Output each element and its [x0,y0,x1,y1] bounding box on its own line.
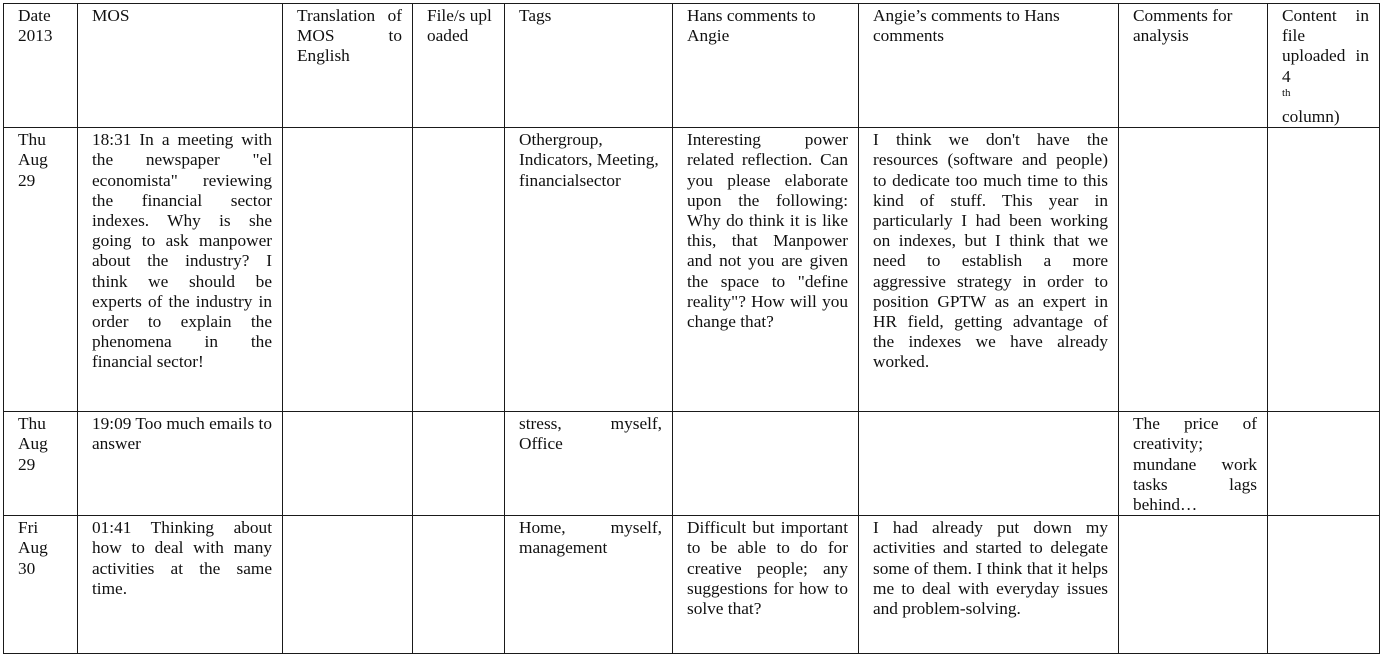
cell-date: Thu Aug 29 [4,412,78,516]
cell-analysis [1119,516,1268,654]
cell-tags: Othergroup, Indicators, Meeting, financialsector [505,128,673,412]
cell-content [1268,412,1380,516]
cell-mos: 19:09 Too much emails to answer [78,412,283,516]
cell-tags: Home, myself, management [505,516,673,654]
cell-analysis: The price of creativity; mundane work tasks lags behind… [1119,412,1268,516]
cell-hans-comment: Difficult but important to be able to do for creative people; any suggestions for how to solve that? [673,516,859,654]
header-files: File/s uploaded [413,4,505,128]
cell-mos: 01:41 Thinking about how to deal with many activities at the same time. [78,516,283,654]
cell-files [413,516,505,654]
header-date: Date 2013 [4,4,78,128]
journal-table [3,3,1380,654]
table-row [4,128,1380,412]
cell-translation [283,128,413,412]
cell-angie-comment: I had already put down my activities and started to delegate some of them. I think that it helps me to deal with everyday issues and problem-solving. [859,516,1119,654]
cell-hans-comment [673,412,859,516]
cell-analysis [1119,128,1268,412]
header-translation: Translation of MOS to English [283,4,413,128]
cell-content [1268,516,1380,654]
table-row [4,516,1380,654]
table-row [4,412,1380,516]
header-angie-comments: Angie’s comments to Hans comments [859,4,1119,128]
header-row [4,4,1380,128]
header-hans-comments: Hans comments to Angie [673,4,859,128]
cell-files [413,128,505,412]
cell-angie-comment: I think we don't have the resources (software and people) to dedicate too much time to this kind of stuff. This year in particularly I had been working on indexes, but I think that we need to establish a more aggressive strategy in order to position GPTW as an expert in HR field, getting advantage of the indexes we have already worked. [859,128,1119,412]
header-mos: MOS [78,4,283,128]
cell-hans-comment: Interesting power related reflection. Can you please elaborate upon the following: Why do think it is like this, that Manpower and not you are given the space to "define reality"? How will you change that? [673,128,859,412]
cell-translation [283,412,413,516]
cell-date: Thu Aug 29 [4,128,78,412]
cell-mos: 18:31 In a meeting with the newspaper "el economista" reviewing the financial sector indexes. Why is she going to ask manpower about the industry? I think we should be experts of the industry in order to explain the phenomena in the financial sector! [78,128,283,412]
header-content: Content in file uploaded in 4 $^{th}$ column) [1268,4,1380,128]
header-analysis-comments: Comments for analysis [1119,4,1268,128]
cell-tags: stress, myself, Office [505,412,673,516]
cell-date: Fri Aug 30 [4,516,78,654]
cell-content [1268,128,1380,412]
cell-translation [283,516,413,654]
cell-angie-comment [859,412,1119,516]
cell-files [413,412,505,516]
header-tags: Tags [505,4,673,128]
